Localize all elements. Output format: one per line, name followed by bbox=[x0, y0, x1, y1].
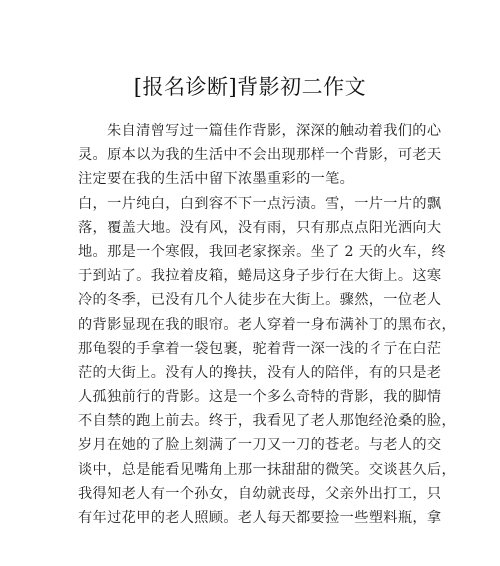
text-line: 于到站了。我拉着皮箱，蜷局这身子步行在大街上。这寒 bbox=[78, 268, 442, 285]
text-line: 不自禁的跑上前去。终于，我看见了老人那饱经沧桑的脸， bbox=[78, 413, 456, 430]
text-line: 茫的大街上。没有人的搀扶，没有人的陪伴，有的只是老 bbox=[78, 364, 442, 381]
text-line: 灵。原本以为我的生活中不会出现那样一个背影，可老天 bbox=[78, 147, 442, 164]
text-line: 白，一片纯白，白到容不下一点污渍。雪，一片一片的飘 bbox=[78, 195, 442, 212]
text-line: 有年过花甲的老人照顾。老人每天都要捡一些塑料瓶，拿 bbox=[78, 510, 442, 526]
text-line: 注定要在我的生活中留下浓墨重彩的一笔。 bbox=[78, 171, 355, 188]
text-line: 落，覆盖大地。没有风，没有雨，只有那点点阳光洒向大 bbox=[78, 219, 442, 236]
essay-body bbox=[78, 119, 456, 530]
document-title: [报名诊断]背影初二作文 bbox=[133, 75, 367, 99]
text-line: 岁月在她的了脸上刻满了一刀又一刀的苍老。与老人的交 bbox=[78, 437, 442, 454]
text-line: 我得知老人有一个孙女，自幼就丧母，父亲外出打工，只 bbox=[78, 485, 442, 502]
text-line: 地。那是一个寒假，我回老家探亲。坐了 2 天的火车，终 bbox=[78, 243, 446, 260]
text-line: 人孤独前行的背影。这是一个多么奇特的背影，我的脚情 bbox=[78, 389, 442, 406]
text-line: 的背影显现在我的眼帘。老人穿着一身布满补丁的黑布衣， bbox=[78, 316, 456, 333]
text-line: 朱自清曾写过一篇佳作背影，深深的触动着我们的心 bbox=[107, 123, 442, 139]
text-line: 谈中，总是能看见嘴角上那一抹甜甜的微笑。交谈甚久后， bbox=[78, 461, 456, 478]
text-line: 那龟裂的手拿着一袋包裹，驼着背一深一浅的彳亍在白茫 bbox=[78, 340, 442, 357]
text-line: 冷的冬季，已没有几个人徒步在大街上。骤然，一位老人 bbox=[78, 292, 442, 309]
